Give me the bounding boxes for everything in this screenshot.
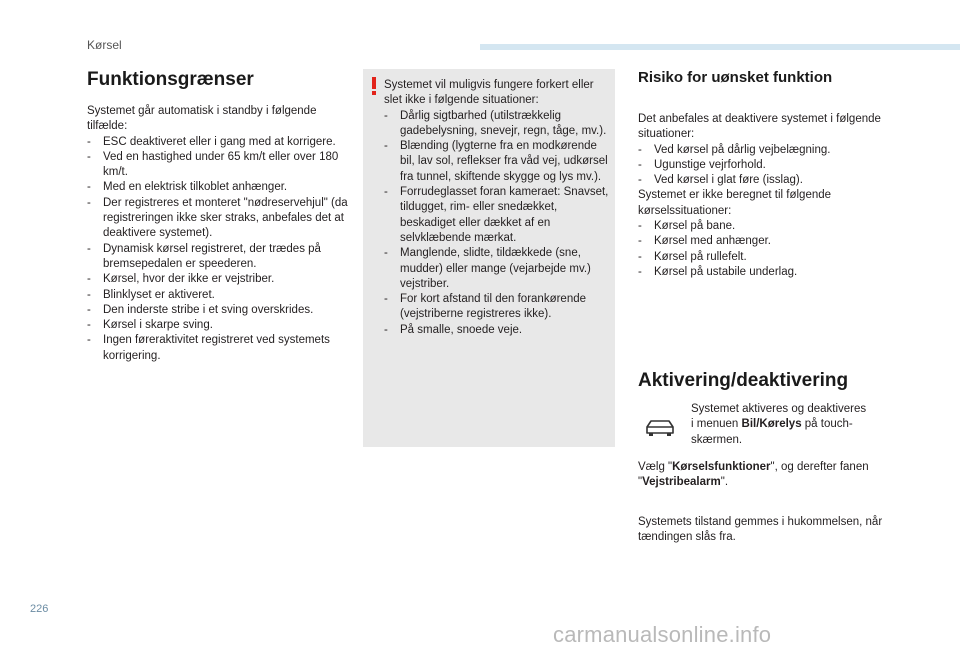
select-post: ". [720, 476, 729, 489]
aktivering-title: Aktivering/deaktivering [638, 370, 849, 391]
list-item: - Med en elektrisk tilkoblet anhænger. [87, 180, 355, 195]
list-item: - Dårlig sigtbarhed (utilstrækkelig gadebelysning, snevejr, regn, tåge, mv.). [384, 109, 610, 140]
risiko-list-2 [638, 219, 900, 280]
risiko-title: Risiko for uønsket funktion [638, 69, 833, 86]
warning-content [384, 78, 610, 338]
list-item: - Kørsel på ustabile underlag. [638, 265, 900, 280]
warning-intro: Systemet vil muligvis fungere forkert eller slet ikke i følgende situationer: [384, 79, 594, 107]
list-item: - Kørsel, hvor der ikke er vejstriber. [87, 272, 355, 287]
page-number: 226 [30, 603, 49, 615]
list-item: - For kort afstand til den forankørende (vejstriberne registreres ikke). [384, 292, 610, 323]
list-item: - Manglende, slidte, tildækkede (sne, mudder) eller mange (vejarbejde mv.) vejstriber. [384, 246, 610, 292]
risiko-intro: Det anbefales at deaktivere systemet i følgende situationer: [638, 113, 881, 141]
aktivering-text [691, 402, 871, 448]
funktionsgraenser-intro: Systemet går automatisk i standby i følgende tilfælde: [87, 105, 317, 133]
list-item: - Der registreres et monteret "nødreservehjul" (da registreringen ikke sker straks, anbefales det at deaktivere systemet). [87, 196, 355, 242]
aktivering-text-post: på touch-skærmen. [691, 418, 853, 446]
list-item: - Kørsel med anhænger. [638, 234, 900, 249]
watermark: carmanualsonline.info [553, 622, 772, 647]
select-pre: Vælg " [638, 461, 673, 473]
list-item: - Dynamisk kørsel registreret, der trædes på bremsepedalen er speederen. [87, 242, 355, 273]
warning-list [384, 109, 610, 338]
list-item: - Ugunstige vejrforhold. [638, 158, 900, 173]
list-item: - Blænding (lygterne fra en modkørende bil, lav sol, reflekser fra våd vej, udkørsel fra tunnel, skiftende skygge og lys mv.). [384, 139, 610, 185]
list-item: - Ved kørsel i glat føre (isslag). [638, 173, 900, 188]
list-item: - Kørsel i skarpe sving. [87, 318, 355, 333]
list-item: - ESC deaktiveret eller i gang med at korrigere. [87, 135, 355, 150]
warning-exclamation-icon [369, 76, 379, 96]
header-accent-bar [480, 44, 960, 50]
risiko-section [638, 69, 900, 280]
list-item: - Den inderste stribe i et sving overskrides. [87, 303, 355, 318]
list-item: - På smalle, snoede veje. [384, 323, 610, 338]
aktivering-text-pre: Systemet aktiveres og deaktiveres i menuen [691, 403, 867, 431]
list-item: - Forrudeglasset foran kameraet: Snavset, tildugget, rim- eller snedækket, beskadiget eller dækket af en selvklæbende mærkat. [384, 185, 610, 246]
risiko-intro-2: Systemet er ikke beregnet til følgende kørselssituationer: [638, 189, 832, 217]
list-item: - Kørsel på bane. [638, 219, 900, 234]
list-item: - Ved en hastighed under 65 km/t eller over 180 km/t. [87, 150, 355, 181]
list-item: - Ved kørsel på dårlig vejbelægning. [638, 143, 900, 158]
funktionsgraenser-list [87, 135, 355, 364]
car-settings-icon [645, 417, 675, 437]
list-item: - Blinklyset er aktiveret. [87, 288, 355, 303]
aktivering-select-instruction [638, 460, 900, 491]
aktivering-memory-note: Systemets tilstand gemmes i hukommelsen, når tændingen slås fra. [638, 516, 883, 544]
funktionsgraenser-title: Funktionsgrænser [87, 69, 254, 90]
risiko-list [638, 143, 900, 189]
list-item: - Kørsel på rullefelt. [638, 250, 900, 265]
tab-name: Vejstribealarm [642, 476, 721, 489]
section-header: Kørsel [87, 38, 122, 52]
function-name: Kørselsfunktioner [672, 461, 771, 473]
menu-name: Bil/Kørelys [741, 418, 802, 431]
select-mid: ", og derefter fanen " [638, 461, 869, 489]
funktionsgraenser-section [87, 69, 355, 364]
list-item: - Ingen føreraktivitet registreret ved systemets korrigering. [87, 333, 355, 364]
